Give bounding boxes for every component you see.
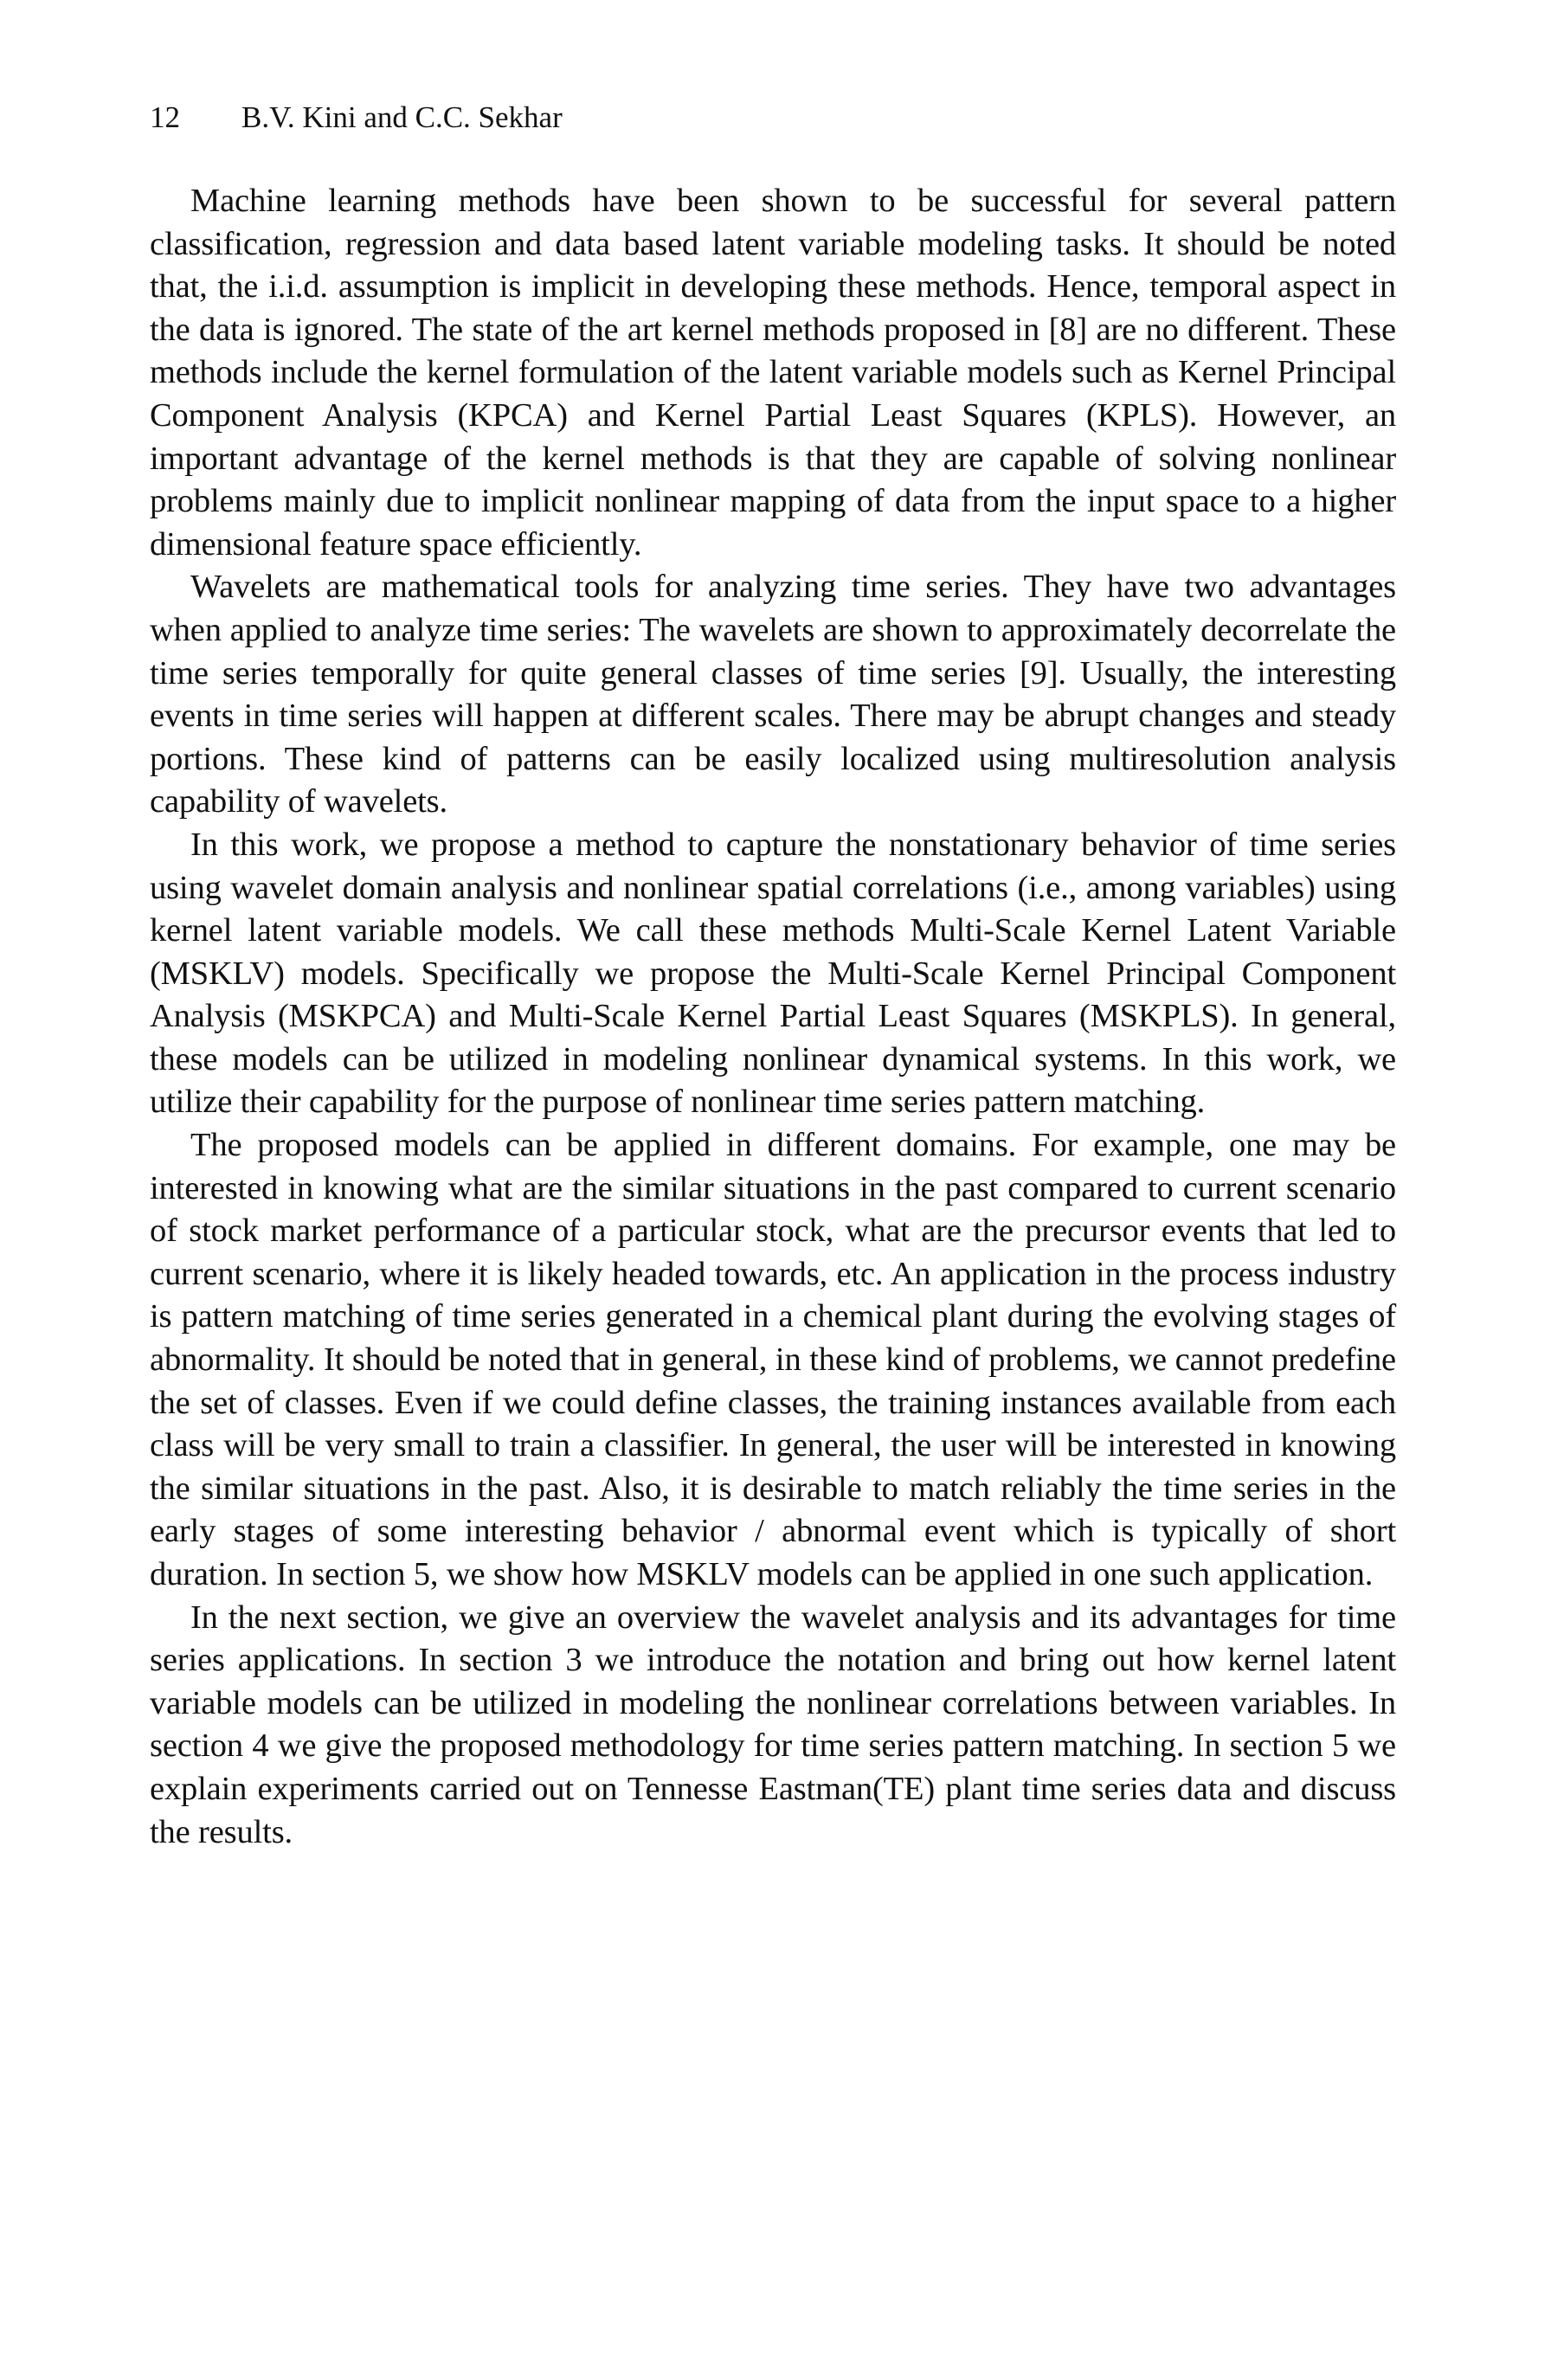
paragraph-ml-methods: Machine learning methods have been shown to be successful for several pattern classification, regression and data based latent variable modeling tasks. It should be noted that, the i.i.d. assumption is implicit in developing these methods. Hence, temporal aspect in the data is ignored. The state of the art kernel methods proposed in [8] are no different. These methods include the kernel formulation of the latent variable models such as Kernel Principal Component Analysis (KPCA) and Kernel Partial Least Squares (KPLS). However, an important advantage of the kernel methods is that they are capable of solving nonlinear problems mainly due to implicit nonlinear mapping of data from the input space to a higher dimensional feature space efficiently. [150,183,1396,563]
paragraph-proposed-method: In this work, we propose a method to capture the nonstationary behavior of time series using wavelet domain analysis and nonlinear spatial correlations (i.e., among variables) using kernel latent variable models. We call these methods Multi-Scale Kernel Latent Variable (MSKLV) models. Specifically we propose the Multi-Scale Kernel Principal Component Analysis (MSKPCA) and Multi-Scale Kernel Partial Least Squares (MSKPLS). In general, these models can be utilized in modeling nonlinear dynamical systems. In this work, we utilize their capability for the purpose of nonlinear time series pattern matching. [150,826,1396,1121]
running-head [150,97,1396,138]
paragraph-wavelets: Wavelets are mathematical tools for analyzing time series. They have two advantages when applied to analyze time series: The wavelets are shown to approximately decorrelate the time series temporally for quite general classes of time series [9]. Usually, the interesting events in time series will happen at different scales. There may be abrupt changes and steady portions. These kind of patterns can be easily localized using multiresolution analysis capability of wavelets. [150,569,1396,820]
body-text [150,180,1396,1854]
running-head-authors: B.V. Kini and C.C. Sekhar [241,100,563,134]
paragraph-applications: The proposed models can be applied in different domains. For example, one may be interested in knowing what are the similar situations in the past compared to current scenario of stock market performance of a particular stock, what are the precursor events that led to current scenario, where it is likely headed towards, etc. An application in the process industry is pattern matching of time series generated in a chemical plant during the evolving stages of abnormality. It should be noted that in general, in these kind of problems, we cannot predefine the set of classes. Even if we could define classes, the training instances available from each class will be very small to train a classifier. In general, the user will be interested in knowing the similar situations in the past. Also, it is desirable to match reliably the time series in the early stages of some interesting behavior / abnormal event which is typically of short duration. In section 5, we show how MSKLV models can be applied in one such application. [150,1127,1396,1592]
paragraph-outline: In the next section, we give an overview the wavelet analysis and its advantages for time series applications. In section 3 we introduce the notation and bring out how kernel latent variable models can be utilized in modeling the nonlinear correlations between variables. In section 4 we give the proposed methodology for time series pattern matching. In section 5 we explain experiments carried out on Tennesse Eastman(TE) plant time series data and discuss the results. [150,1598,1396,1850]
page [150,97,1396,1854]
page-number: 12 [150,100,180,134]
